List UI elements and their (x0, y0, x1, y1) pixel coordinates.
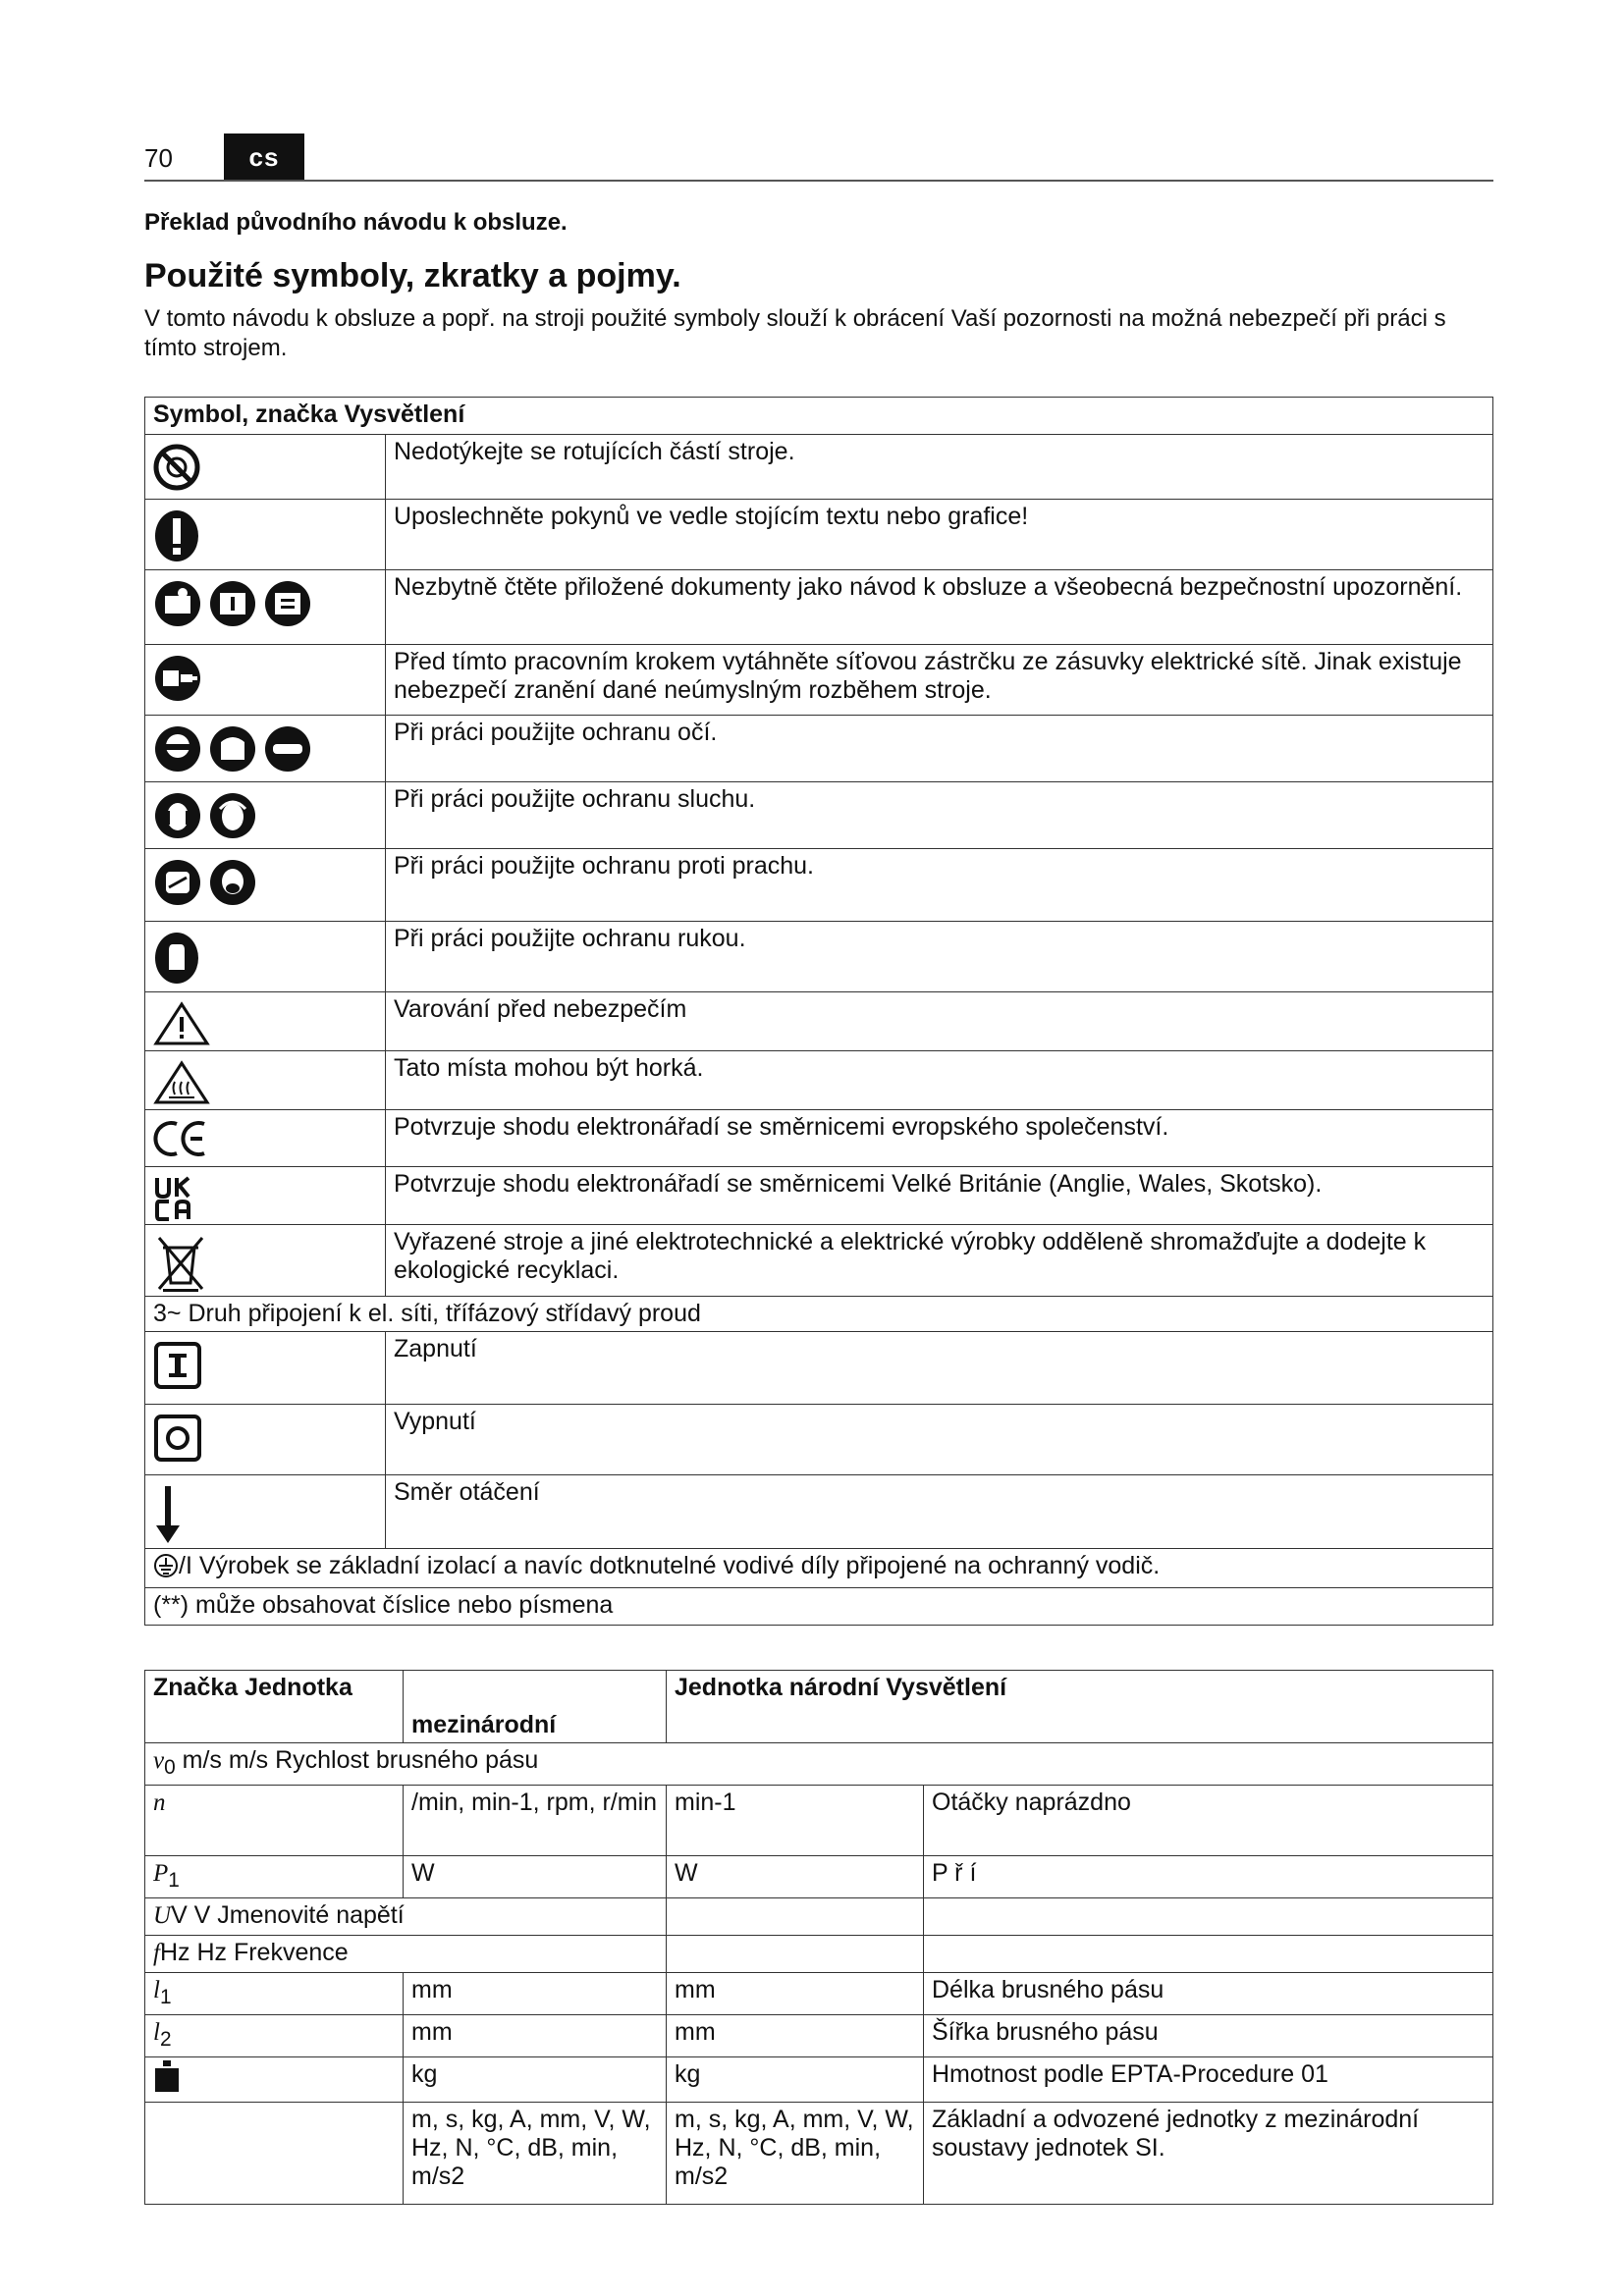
unit-symbol: $l_1$ (145, 1973, 404, 2015)
symbol-explanation: Nedotýkejte se rotujících částí stroje. (386, 435, 1493, 500)
symbols-table (144, 397, 1493, 1626)
unit-intl: W (404, 1856, 667, 1898)
unit-symbol: $P_1$ (145, 1856, 404, 1898)
symbol-explanation: Potvrzuje shodu elektronářadí se směrnicemi evropského společenství. (386, 1110, 1493, 1167)
warning-triangle-icon (153, 1001, 210, 1046)
unplug-icon (153, 654, 202, 703)
units-header-col3: Jednotka národní Vysvětlení (667, 1671, 1493, 1743)
page-number: 70 (144, 143, 173, 173)
units-header-col1: Značka Jednotka (145, 1671, 404, 1743)
header-divider (144, 180, 1493, 182)
unit-symbol: $l_2$ (145, 2015, 404, 2057)
unit-intl: /min, min-1, rpm, r/min (404, 1786, 667, 1856)
symbol-explanation: Varování před nebezpečím (386, 992, 1493, 1051)
symbol-explanation: Směr otáčení (386, 1475, 1493, 1549)
protective-earth-icon (153, 1553, 179, 1578)
unit-intl: kg (404, 2057, 667, 2103)
unit-symbol: n (145, 1786, 404, 1856)
unit-symbol (145, 2057, 404, 2103)
info-book-icon (208, 579, 257, 628)
unit-national: W (667, 1856, 924, 1898)
face-shield-icon (208, 724, 257, 774)
symbol-explanation: Uposlechněte pokynů ve vedle stojícím textu nebo grafice! (386, 500, 1493, 570)
units-header-col2: mezinárodní (404, 1671, 667, 1743)
unit-description: Délka brusného pásu (924, 1973, 1493, 2015)
goggles-icon (263, 724, 312, 774)
symbol-explanation: Při práci použijte ochranu očí. (386, 716, 1493, 782)
ear-protection-icon (153, 791, 202, 840)
unit-national: mm (667, 1973, 924, 2015)
switch-on-icon (153, 1341, 202, 1390)
weight-icon (153, 2060, 181, 2092)
exclamation-icon (153, 508, 200, 563)
symbol-explanation: Při práci použijte ochranu sluchu. (386, 782, 1493, 849)
respirator-icon (208, 858, 257, 907)
note-row: (**) může obsahovat číslice nebo písmena (145, 1588, 1493, 1626)
unit-row: fHz Hz Frekvence (145, 1936, 667, 1973)
symbol-explanation: Tato místa mohou být horká. (386, 1051, 1493, 1110)
symbols-table-header: Symbol, značka Vysvětlení (145, 398, 1493, 435)
unit-national: kg (667, 2057, 924, 2103)
unit-description: Základní a odvozené jednotky z mezinárodní soustavy jednotek SI. (924, 2103, 1493, 2205)
ear-protection-2-icon (208, 791, 257, 840)
language-badge: cs (224, 133, 304, 181)
gloves-icon (153, 931, 200, 986)
unit-description: Hmotnost podle EPTA-Procedure 01 (924, 2057, 1493, 2103)
symbol-explanation: Vypnutí (386, 1405, 1493, 1475)
insulation-row (145, 1549, 1493, 1588)
unit-description: P ř í (924, 1856, 1493, 1898)
unit-intl: mm (404, 2015, 667, 2057)
weee-bin-icon (153, 1234, 208, 1293)
ce-mark-icon (153, 1119, 210, 1158)
unit-intl: m, s, kg, A, mm, V, W, Hz, N, °C, dB, min, m/s2 (404, 2103, 667, 2205)
document-subtitle: Překlad původního návodu k obsluze. (144, 209, 568, 236)
symbol-explanation: Vyřazené stroje a jiné elektrotechnické a elektrické výrobky odděleně shromažďujte a dodejte k ekologické recyklaci. (386, 1225, 1493, 1297)
symbol-explanation: Nezbytně čtěte přiložené dokumenty jako návod k obsluze a všeobecná bezpečnostní upozornění. (386, 570, 1493, 645)
symbol-explanation: Potvrzuje shodu elektronářadí se směrnicemi Velké Británie (Anglie, Wales, Skotsko). (386, 1167, 1493, 1225)
unit-description: Šířka brusného pásu (924, 2015, 1493, 2057)
three-phase-row: 3~ Druh připojení k el. síti, třífázový střídavý proud (145, 1297, 1493, 1332)
ukca-mark-icon (153, 1176, 196, 1221)
intro-paragraph: V tomto návodu k obsluze a popř. na stroji použité symboly slouží k obrácení Vaší pozornosti na možná nebezpečí při práci s tímto strojem. (144, 305, 1446, 361)
manual-icon (263, 579, 312, 628)
hot-surface-icon (153, 1060, 210, 1105)
symbol-explanation: Při práci použijte ochranu rukou. (386, 922, 1493, 992)
symbol-explanation: Před tímto pracovním krokem vytáhněte síťovou zástrčku ze zásuvky elektrické sítě. Jinak existuje nebezpečí zranění dané neúmyslným rozběhem stroje. (386, 645, 1493, 716)
section-heading: Použité symboly, zkratky a pojmy. (144, 257, 681, 294)
unit-description: Otáčky naprázdno (924, 1786, 1493, 1856)
unit-national: m, s, kg, A, mm, V, W, Hz, N, °C, dB, min, m/s2 (667, 2103, 924, 2205)
symbol-explanation: Při práci použijte ochranu proti prachu. (386, 849, 1493, 922)
dust-mask-icon (153, 858, 202, 907)
unit-row: UV V Jmenovité napětí (145, 1898, 667, 1936)
rotation-arrow-icon (153, 1484, 183, 1545)
no-touch-rotating-icon (153, 444, 200, 491)
insulation-text: /I Výrobek se základní izolací a navíc dotknutelné vodivé díly připojené na ochranný vodič. (179, 1552, 1161, 1579)
symbol-explanation: Zapnutí (386, 1332, 1493, 1405)
switch-off-icon (153, 1414, 202, 1463)
unit-intl: mm (404, 1973, 667, 2015)
unit-national: min-1 (667, 1786, 924, 1856)
units-table (144, 1670, 1493, 2205)
unit-row: $v_0$ m/s m/s Rychlost brusného pásu (145, 1743, 1493, 1786)
read-manual-icon (153, 579, 202, 628)
eye-protection-icon (153, 724, 202, 774)
unit-national: mm (667, 2015, 924, 2057)
